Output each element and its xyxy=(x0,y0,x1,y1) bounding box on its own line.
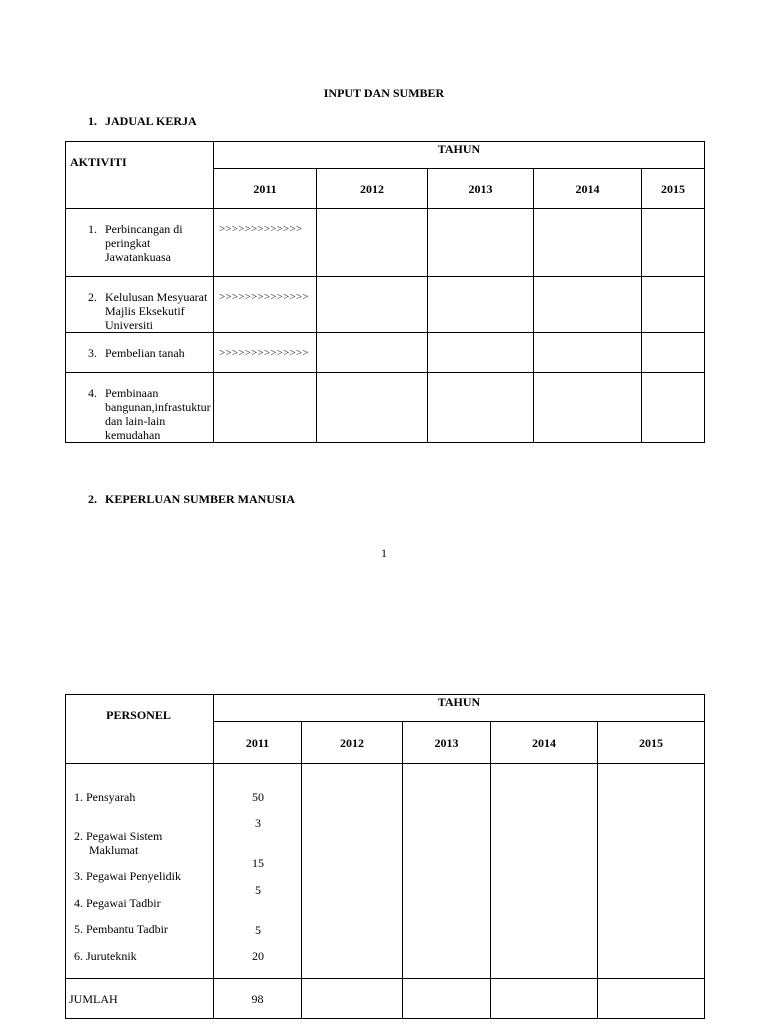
value-cell: 3 xyxy=(255,816,261,830)
empty-cell xyxy=(214,373,317,443)
list-item: 2. Pegawai Sistem xyxy=(74,829,163,843)
section-2-title: KEPERLUAN SUMBER MANUSIA xyxy=(105,492,296,506)
list-item: 6. Juruteknik xyxy=(74,949,137,963)
empty-cell xyxy=(534,209,642,277)
empty-cell xyxy=(428,277,534,333)
activity-number: 4. xyxy=(88,386,97,400)
section-1-title: JADUAL KERJA xyxy=(105,114,197,128)
empty-cell xyxy=(598,764,705,979)
list-item: 3. Pegawai Penyelidik xyxy=(74,869,181,883)
activity-number: 1. xyxy=(88,222,97,236)
aktiviti-header: AKTIVITI xyxy=(66,142,214,209)
value-cell: 20 xyxy=(252,949,264,963)
page-number: 1 xyxy=(381,546,387,560)
empty-cell xyxy=(491,764,598,979)
tahun-header: TAHUN xyxy=(214,142,705,169)
value-cell: 5 xyxy=(255,923,261,937)
empty-cell xyxy=(317,333,428,373)
sumber-manusia-table xyxy=(65,694,705,1019)
value-cell: 50 xyxy=(252,790,264,804)
activity-label: Perbincangan di peringkat Jawatankuasa xyxy=(105,222,183,264)
empty-cell xyxy=(534,333,642,373)
empty-cell xyxy=(534,277,642,333)
empty-cell xyxy=(642,373,705,443)
list-item: 5. Pembantu Tadbir xyxy=(74,922,168,936)
list-item: 4. Pegawai Tadbir xyxy=(74,896,161,910)
empty-cell xyxy=(317,277,428,333)
total-row xyxy=(66,979,705,1019)
personel-list xyxy=(66,764,214,979)
jumlah-2011: 98 xyxy=(214,979,302,1019)
empty-cell xyxy=(642,333,705,373)
page-title: INPUT DAN SUMBER xyxy=(323,86,445,100)
year-header-2012: 2012 xyxy=(317,169,428,209)
empty-cell xyxy=(428,209,534,277)
empty-cell xyxy=(534,373,642,443)
table-row xyxy=(66,209,705,277)
empty-cell xyxy=(428,333,534,373)
value-cell: 5 xyxy=(255,883,261,897)
empty-cell xyxy=(428,373,534,443)
year-header-2014: 2014 xyxy=(534,169,642,209)
activity-cell xyxy=(66,209,214,277)
empty-cell xyxy=(302,979,403,1019)
activity-label: Pembinaan bangunan,infrastuktur dan lain-lain kemudahan xyxy=(105,386,211,442)
tahun-header: TAHUN xyxy=(214,695,705,722)
value-cell: 15 xyxy=(252,856,264,870)
table-row xyxy=(66,277,705,333)
year-header-2011: 2011 xyxy=(214,722,302,764)
year-header-2014: 2014 xyxy=(491,722,598,764)
table-row xyxy=(66,373,705,443)
list-item: Maklumat xyxy=(89,843,139,857)
section-1-number: 1. xyxy=(88,114,97,128)
jumlah-label: JUMLAH xyxy=(66,979,214,1019)
empty-cell xyxy=(642,209,705,277)
year-header-2015: 2015 xyxy=(598,722,705,764)
progress-arrows-2011: >>>>>>>>>>>>>> xyxy=(214,333,317,373)
jadual-kerja-table xyxy=(65,141,705,443)
year-header-2011: 2011 xyxy=(214,169,317,209)
activity-label: Kelulusan Mesyuarat Majlis Eksekutif Universiti xyxy=(105,290,208,332)
year-header-2013: 2013 xyxy=(403,722,491,764)
empty-cell xyxy=(302,764,403,979)
activity-label: Pembelian tanah xyxy=(105,346,185,360)
empty-cell xyxy=(317,373,428,443)
year-header-2013: 2013 xyxy=(428,169,534,209)
personel-header: PERSONEL xyxy=(66,695,214,764)
table-row xyxy=(66,333,705,373)
table-row xyxy=(66,764,705,979)
empty-cell xyxy=(403,764,491,979)
activity-cell xyxy=(66,333,214,373)
empty-cell xyxy=(598,979,705,1019)
empty-cell xyxy=(491,979,598,1019)
activity-cell xyxy=(66,277,214,333)
activity-number: 2. xyxy=(88,290,97,304)
empty-cell xyxy=(317,209,428,277)
empty-cell xyxy=(642,277,705,333)
activity-number: 3. xyxy=(88,346,97,360)
activity-cell xyxy=(66,373,214,443)
year-header-2015: 2015 xyxy=(642,169,705,209)
values-2011 xyxy=(214,764,302,979)
list-item: 1. Pensyarah xyxy=(74,790,136,804)
progress-arrows-2011: >>>>>>>>>>>>> xyxy=(214,209,317,277)
empty-cell xyxy=(403,979,491,1019)
year-header-2012: 2012 xyxy=(302,722,403,764)
section-2-number: 2. xyxy=(88,492,97,506)
progress-arrows-2011: >>>>>>>>>>>>>> xyxy=(214,277,317,333)
